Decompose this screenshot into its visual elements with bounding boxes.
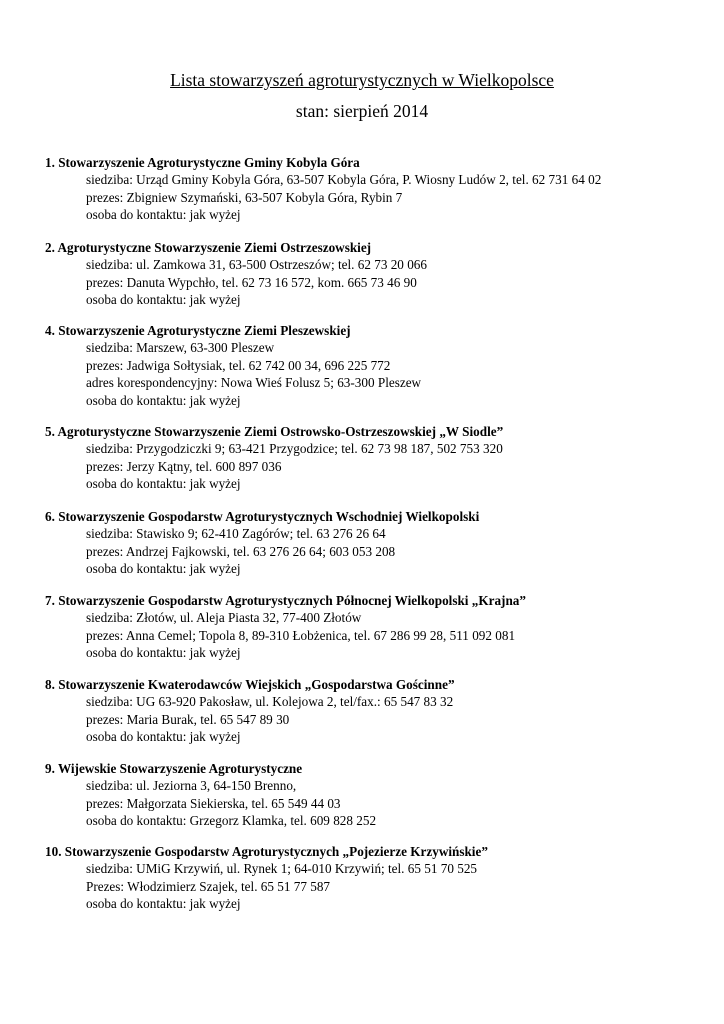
- association-headquarters: siedziba: Urząd Gminy Kobyla Góra, 63-507 Kobyla Góra, P. Wiosny Ludów 2, tel. 62 731 64 02: [86, 172, 602, 187]
- association-name: 7. Stowarzyszenie Gospodarstw Agroturystycznych Północnej Wielkopolski „Krajna”: [45, 593, 526, 608]
- association-contact: osoba do kontaktu: jak wyżej: [86, 729, 241, 744]
- document-subtitle: stan: sierpień 2014: [295, 101, 429, 121]
- association-entry: [45, 239, 715, 309]
- document-title: Lista stowarzyszeń agroturystycznych w Wielkopolsce: [170, 70, 554, 90]
- association-name: 10. Stowarzyszenie Gospodarstw Agroturystycznych „Pojezierze Krzywińskie”: [45, 844, 488, 859]
- association-president: prezes: Andrzej Fajkowski, tel. 63 276 26 64; 603 053 208: [86, 543, 396, 559]
- association-entry: [45, 843, 715, 913]
- association-entry: [45, 592, 715, 662]
- association-mailing-address: adres korespondencyjny: Nowa Wieś Folusz 5; 63-300 Pleszew: [86, 375, 422, 390]
- association-president: prezes: Zbigniew Szymański, 63-507 Kobyla Góra, Rybin 7: [86, 189, 403, 205]
- association-president: prezes: Danuta Wypchło, tel. 62 73 16 572, kom. 665 73 46 90: [86, 274, 417, 290]
- association-entry: [45, 508, 715, 578]
- association-headquarters: siedziba: Przygodziczki 9; 63-421 Przygodzice; tel. 62 73 98 187, 502 753 320: [86, 441, 503, 456]
- association-name: 9. Wijewskie Stowarzyszenie Agroturystyczne: [45, 761, 303, 776]
- association-contact: osoba do kontaktu: Grzegorz Klamka, tel. 609 828 252: [86, 813, 377, 828]
- association-contact: osoba do kontaktu: jak wyżej: [86, 392, 241, 408]
- association-name: 4. Stowarzyszenie Agroturystyczne Ziemi Pleszewskiej: [45, 323, 351, 338]
- association-headquarters: siedziba: Złotów, ul. Aleja Piasta 32, 77-400 Złotów: [86, 610, 362, 625]
- association-headquarters: siedziba: Marszew, 63-300 Pleszew: [86, 340, 275, 355]
- association-headquarters: siedziba: UG 63-920 Pakosław, ul. Kolejowa 2, tel/fax.: 65 547 83 32: [86, 694, 454, 709]
- association-contact: osoba do kontaktu: jak wyżej: [86, 896, 241, 911]
- association-name: 5. Agroturystyczne Stowarzyszenie Ziemi Ostrowsko-Ostrzeszowskiej „W Siodle”: [45, 424, 504, 439]
- association-entry: [45, 760, 715, 830]
- association-president: prezes: Jerzy Kątny, tel. 600 897 036: [86, 458, 282, 474]
- association-entry: [45, 322, 715, 409]
- association-president: prezes: Małgorzata Siekierska, tel. 65 549 44 03: [86, 795, 341, 811]
- association-president: Prezes: Włodzimierz Szajek, tel. 65 51 77 587: [86, 878, 331, 894]
- association-entry: [45, 676, 715, 746]
- association-contact: osoba do kontaktu: jak wyżej: [86, 645, 241, 660]
- association-contact: osoba do kontaktu: jak wyżej: [86, 561, 241, 576]
- association-president: prezes: Anna Cemel; Topola 8, 89-310 Łobżenica, tel. 67 286 99 28, 511 092 081: [86, 627, 516, 643]
- association-entry: [45, 423, 715, 493]
- association-headquarters: siedziba: ul. Zamkowa 31, 63-500 Ostrzeszów; tel. 62 73 20 066: [86, 257, 427, 272]
- association-name: 1. Stowarzyszenie Agroturystyczne Gminy Kobyla Góra: [45, 155, 360, 170]
- association-name: 6. Stowarzyszenie Gospodarstw Agroturystycznych Wschodniej Wielkopolski: [45, 509, 480, 524]
- association-headquarters: siedziba: Stawisko 9; 62-410 Zagórów; tel. 63 276 26 64: [86, 526, 386, 541]
- association-contact: osoba do kontaktu: jak wyżej: [86, 292, 241, 307]
- association-headquarters: siedziba: UMiG Krzywiń, ul. Rynek 1; 64-010 Krzywiń; tel. 65 51 70 525: [86, 861, 478, 876]
- association-contact: osoba do kontaktu: jak wyżej: [86, 207, 241, 222]
- association-headquarters: siedziba: ul. Jeziorna 3, 64-150 Brenno,: [86, 778, 297, 793]
- association-name: 2. Agroturystyczne Stowarzyszenie Ziemi Ostrzeszowskiej: [45, 240, 372, 255]
- association-president: prezes: Jadwiga Sołtysiak, tel. 62 742 00 34, 696 225 772: [86, 357, 391, 373]
- association-president: prezes: Maria Burak, tel. 65 547 89 30: [86, 711, 290, 727]
- association-contact: osoba do kontaktu: jak wyżej: [86, 476, 241, 491]
- association-name: 8. Stowarzyszenie Kwaterodawców Wiejskich „Gospodarstwa Gościnne”: [45, 677, 455, 692]
- association-entry: [45, 154, 715, 224]
